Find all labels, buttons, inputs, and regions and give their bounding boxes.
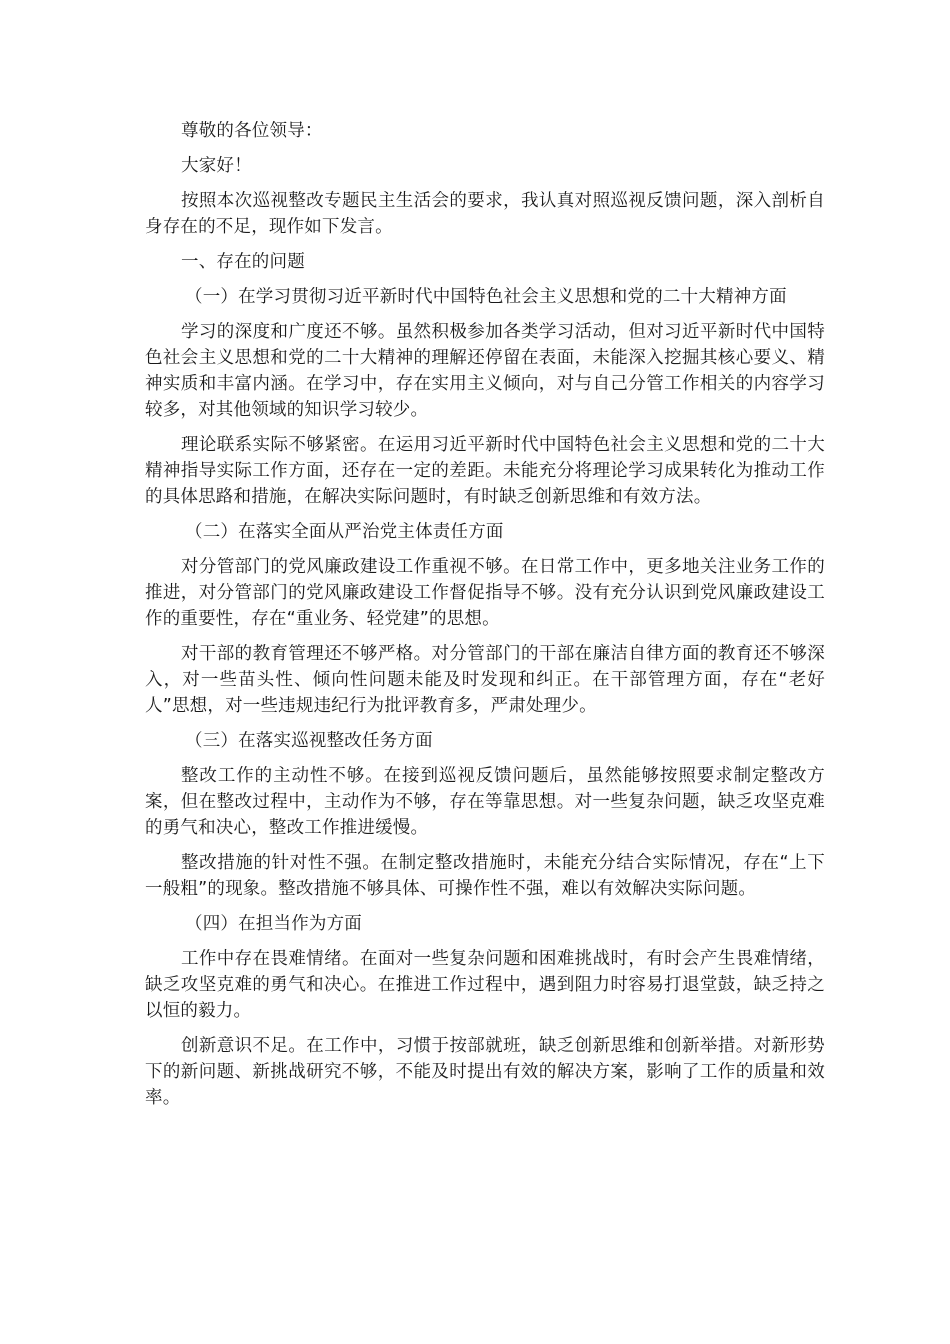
body-paragraph: 工作中存在畏难情绪。在面对一些复杂问题和困难挑战时，有时会产生畏难情绪，缺乏攻坚克难的勇气和决心。在推进工作过程中，遇到阻力时容易打退堂鼓，缺乏持之以恒的毅力。 bbox=[145, 949, 825, 1021]
body-paragraph: 对分管部门的党风廉政建设工作重视不够。在日常工作中，更多地关注业务工作的推进，对分管部门的党风廉政建设工作督促指导不够。没有充分认识到党风廉政建设工作的重要性，存在“重业务、轻党建”的思想。 bbox=[145, 557, 825, 629]
subsection-heading: （三）在落实巡视整改任务方面 bbox=[185, 731, 433, 751]
body-paragraph: 整改工作的主动性不够。在接到巡视反馈问题后，虽然能够按照要求制定整改方案，但在整改过程中，主动作为不够，存在等靠思想。对一些复杂问题，缺乏攻坚克难的勇气和决心，整改工作推进缓慢。 bbox=[145, 766, 825, 838]
body-paragraph: 对干部的教育管理还不够严格。对分管部门的干部在廉洁自律方面的教育还不够深入，对一些苗头性、倾向性问题未能及时发现和纠正。在干部管理方面，存在“老好人”思想，对一些违规违纪行为批评教育多，严肃处理少。 bbox=[145, 644, 825, 716]
subsection-heading: （一）在学习贯彻习近平新时代中国特色社会主义思想和党的二十大精神方面 bbox=[185, 287, 787, 307]
body-paragraph: 学习的深度和广度还不够。虽然积极参加各类学习活动，但对习近平新时代中国特色社会主义思想和党的二十大精神的理解还停留在表面，未能深入挖掘其核心要义、精神实质和丰富内涵。在学习中，存在实用主义倾向，对与自己分管工作相关的内容学习较多，对其他领域的知识学习较少。 bbox=[145, 322, 825, 420]
document-page bbox=[145, 118, 825, 1120]
body-paragraph: 整改措施的针对性不强。在制定整改措施时，未能充分结合实际情况，存在“上下一般粗”的现象。整改措施不够具体、可操作性不强，难以有效解决实际问题。 bbox=[145, 853, 825, 899]
greeting: 尊敬的各位领导： bbox=[181, 121, 323, 141]
intro-paragraph: 按照本次巡视整改专题民主生活会的要求，我认真对照巡视反馈问题，深入剖析自身存在的不足，现作如下发言。 bbox=[145, 191, 825, 237]
hello: 大家好！ bbox=[181, 156, 252, 176]
body-paragraph: 理论联系实际不够紧密。在运用习近平新时代中国特色社会主义思想和党的二十大精神指导实际工作方面，还存在一定的差距。未能充分将理论学习成果转化为推动工作的具体思路和措施，在解决实际问题时，有时缺乏创新思维和有效方法。 bbox=[145, 435, 825, 507]
subsection-heading: （二）在落实全面从严治党主体责任方面 bbox=[185, 522, 504, 542]
subsection-heading: （四）在担当作为方面 bbox=[185, 914, 362, 934]
body-paragraph: 创新意识不足。在工作中，习惯于按部就班，缺乏创新思维和创新举措。对新形势下的新问题、新挑战研究不够，不能及时提出有效的解决方案，影响了工作的质量和效率。 bbox=[145, 1036, 825, 1108]
section-title: 一、存在的问题 bbox=[181, 252, 305, 272]
